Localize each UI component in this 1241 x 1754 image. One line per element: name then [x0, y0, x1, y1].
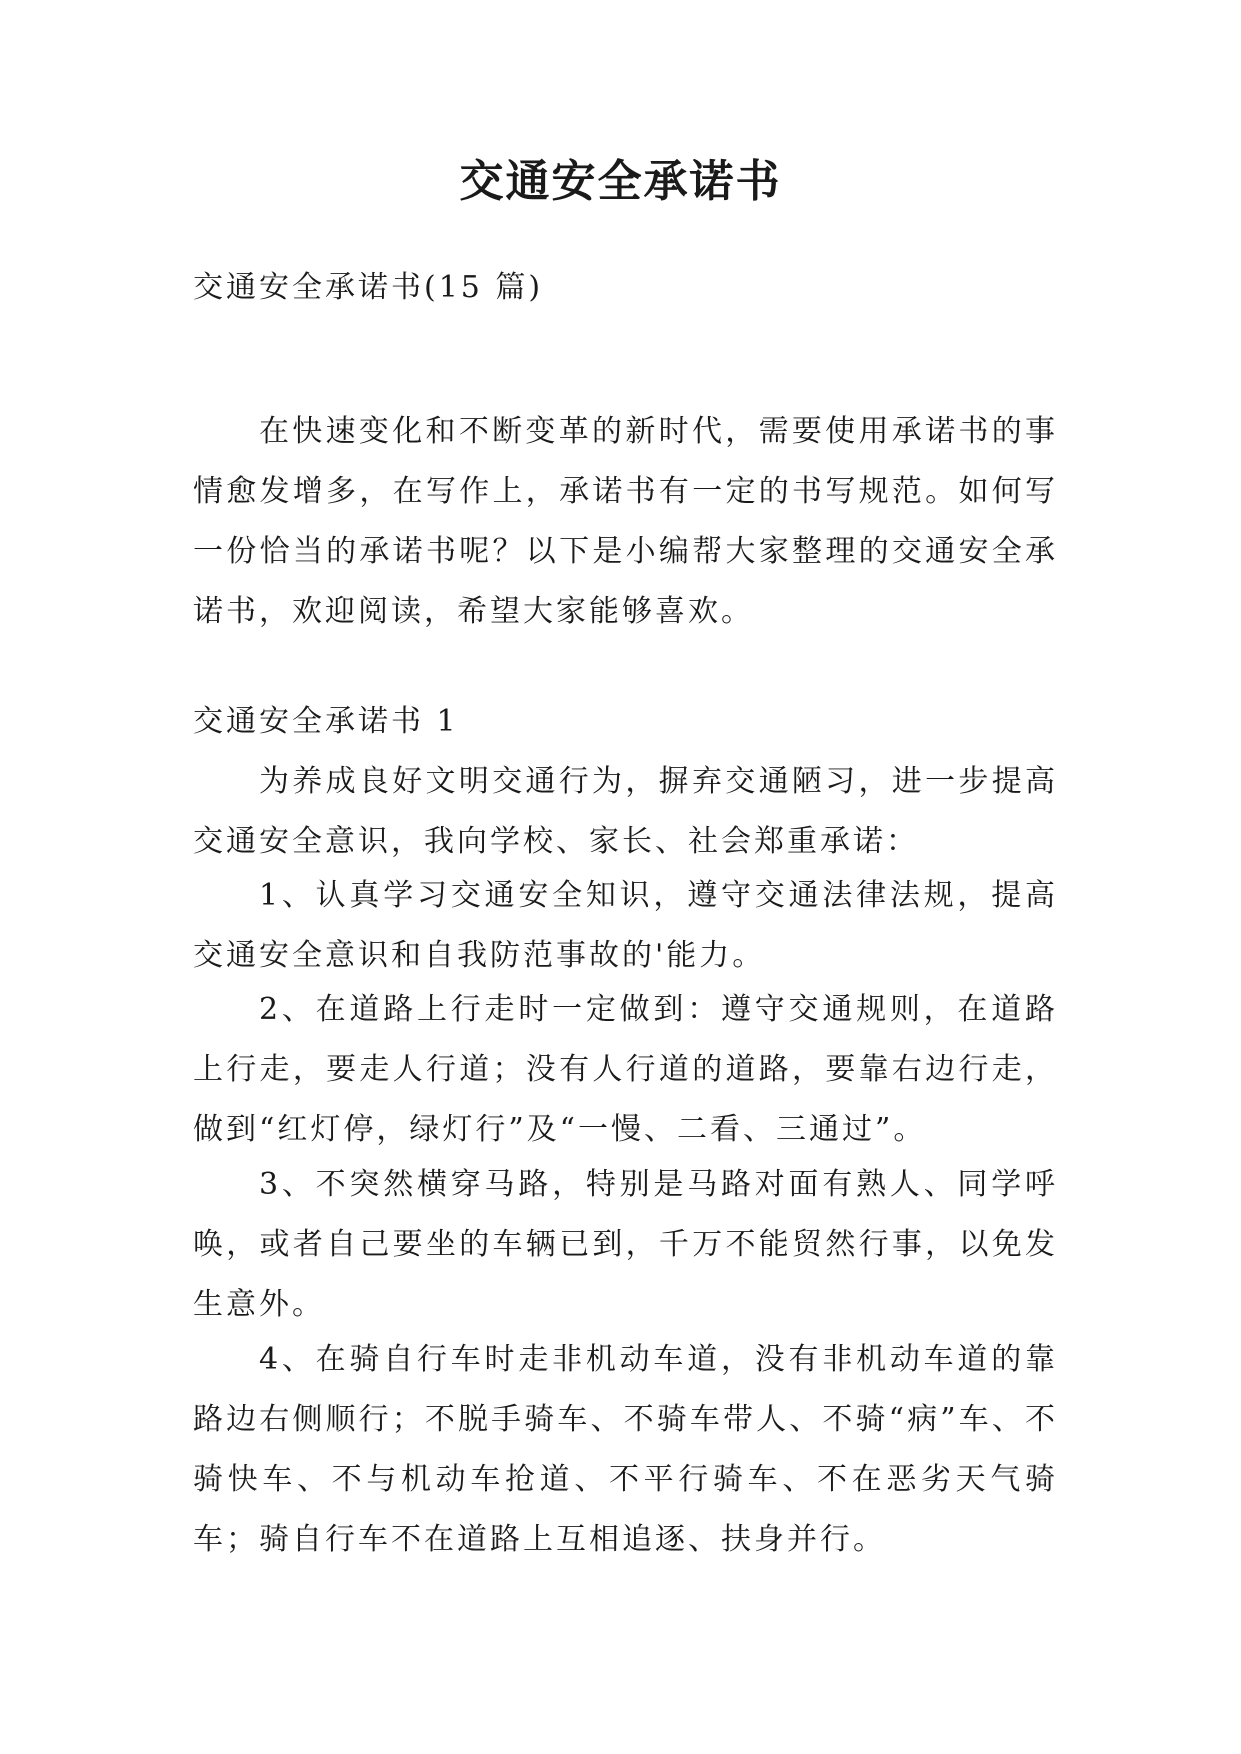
paragraph-item-1: 1、认真学习交通安全知识，遵守交通法律法规，提高交通安全意识和自我防范事故的'能力。 — [193, 878, 1058, 973]
paragraph-item-3: 3、不突然横穿马路，特别是马路对面有熟人、同学呼唤，或者自己要坐的车辆已到，千万不能贸然行事，以免发生意外。 — [193, 1167, 1058, 1322]
paragraph-item-4: 4、在骑自行车时走非机动车道，没有非机动车道的靠路边右侧顺行；不脱手骑车、不骑车带人、不骑“病”车、不骑快车、不与机动车抢道、不平行骑车、不在恶劣天气骑车；骑自行车不在道路上互相追逐、扶身并行。 — [193, 1342, 1058, 1557]
paragraph-pledge-intro: 为养成良好文明交通行为，摒弃交通陋习，进一步提高交通安全意识，我向学校、家长、社会郑重承诺： — [193, 764, 1058, 859]
document-subtitle: 交通安全承诺书(15 篇) — [193, 270, 544, 305]
document-title: 交通安全承诺书 — [459, 156, 782, 207]
paragraph-item-2: 2、在道路上行走时一定做到：遵守交通规则，在道路上行走，要走人行道；没有人行道的道路，要靠右边行走，做到“红灯停，绿灯行”及“一慢、二看、三通过”。 — [193, 992, 1058, 1147]
intro-paragraph: 在快速变化和不断变革的新时代，需要使用承诺书的事情愈发增多，在写作上，承诺书有一定的书写规范。如何写一份恰当的承诺书呢？以下是小编帮大家整理的交通安全承诺书，欢迎阅读，希望大家能够喜欢。 — [193, 414, 1058, 629]
section-heading: 交通安全承诺书 1 — [193, 704, 459, 739]
